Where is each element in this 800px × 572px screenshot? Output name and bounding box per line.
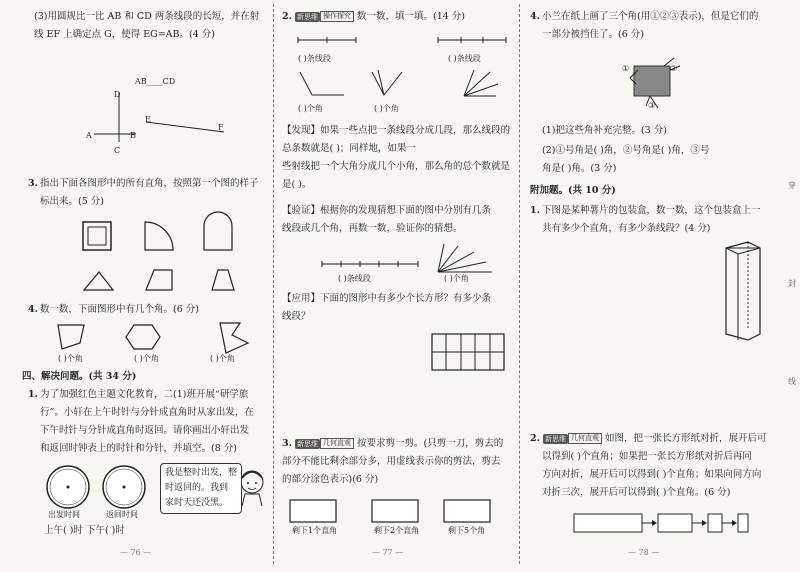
- clock-icon-return: [103, 466, 145, 508]
- time-fill-line: 上午( )时 下午( )时: [44, 525, 125, 536]
- page-number-right: — 78 —: [628, 548, 660, 557]
- seg-blank-1: ( )条线段: [298, 54, 331, 63]
- a2-line3: 方向对折，展开后可以得到( )个直角；如果向同方向: [542, 469, 762, 480]
- q3-line2: 标出来。(5 分): [40, 196, 104, 207]
- q4r-line1: 小兰在纸上画了三个角(用①②③表示)，但是它们的: [542, 11, 759, 22]
- cut-label-1: 剩下1个直角: [292, 526, 338, 535]
- binding-mark-2: 封: [788, 279, 796, 288]
- a2-tag2: 几何直观: [568, 433, 602, 444]
- a1-line1: 下图是某种薯片的包装盒，数一数，这个包装盒上一: [542, 205, 761, 216]
- ab-cd-compare: AB____CD: [135, 77, 176, 86]
- q3m-tag2: 几何直观: [320, 438, 354, 449]
- find-line2: 总条数就是( )；同样地，如果一: [282, 143, 416, 154]
- seg-blank-3: ( )条线段: [338, 274, 371, 283]
- point-C: C: [114, 146, 121, 155]
- page-number-middle: — 77 —: [372, 548, 404, 557]
- a1-number: 1.: [530, 205, 540, 216]
- clock-label-return: 返回时间: [106, 510, 138, 519]
- verify-line2: 线段或几个角，再数一数，验证你的猜想。: [282, 223, 463, 234]
- bubble-line2: 时返回的。我到: [165, 483, 229, 493]
- bubble-line3: 家时天还没黑。: [165, 498, 229, 508]
- hidden-angles-figure: [522, 50, 800, 120]
- angle-blank-3: ( )个角: [210, 354, 235, 363]
- point-E: E: [145, 115, 151, 124]
- angle-mark-2: ②: [670, 64, 678, 73]
- cut-label-2: 剩下2个直角: [374, 526, 420, 535]
- left-page: [0, 0, 268, 572]
- point-D: D: [114, 90, 121, 99]
- point-B: B: [130, 131, 136, 140]
- point-F: F: [218, 123, 224, 132]
- a2-tag: 新思维: [544, 434, 566, 443]
- a1-line2: 共有多少个直角，有多少条线段？(4 分): [542, 223, 711, 234]
- q3m-header: [282, 435, 503, 452]
- q3m-line3: 的部分涂色表示)(6 分): [282, 474, 379, 485]
- find-line1: 【发现】如果一些点把一条线段分成几段，那么线段的: [282, 125, 511, 136]
- section-extra: 附加题。(共 10 分): [530, 185, 616, 196]
- middle-page: [278, 0, 516, 572]
- p1-line3: 下午时针与分针成直角时返回。请你画出小轩出发: [40, 425, 250, 436]
- q2-tag: 新思维: [296, 12, 318, 21]
- paper-fold-figure: [522, 504, 800, 544]
- q3m-line1: 按要求剪一剪。(只剪一刀，剪去的: [356, 438, 504, 449]
- speech-bubble: [160, 463, 242, 514]
- q4r-sub2: (2)①号角是( )角，②号角是( )角，③号: [542, 145, 710, 156]
- angle-mark-3: ③: [648, 101, 656, 110]
- ang-blank-3: ( )个角: [444, 274, 469, 283]
- a2-header: [530, 430, 767, 447]
- p1-number: 1.: [28, 389, 38, 400]
- section-solve-problems: 四、解决问题。(共 34 分): [22, 371, 137, 382]
- binding-mark-1: 穿: [788, 181, 796, 190]
- q2-tag2: 操作探究: [320, 11, 354, 22]
- a2-line1: 如图，把一张长方形纸对折，展开后可: [604, 433, 767, 444]
- apply-line1: 【应用】下面的图形中有多少个长方形？有多少条: [282, 293, 492, 304]
- cut-label-3: 剩下5个角: [448, 526, 486, 535]
- seg-blank-2: ( )条线段: [448, 54, 481, 63]
- q3m-tag: 新思维: [296, 439, 318, 448]
- apply-line2: 线段？: [282, 311, 311, 322]
- page-number-left: — 76 —: [120, 548, 152, 557]
- q2-number: 2.: [282, 11, 292, 22]
- q4-text: 数一数，下面图形中有几个角。(6 分): [40, 304, 199, 315]
- chip-box-figure: [522, 238, 800, 348]
- q3m-line2: 部分不能比剩余部分多，用虚线表示你的剪法，剪去: [282, 456, 501, 467]
- a2-number: 2.: [530, 433, 540, 444]
- find-line3: 些射线把一个大角分成几个小角，那么角的总个数就是: [282, 161, 511, 172]
- p1-line4: 和返回时钟表上的时针和分针，并填空。(8 分): [40, 443, 237, 454]
- angle-mark-1: ①: [622, 64, 630, 73]
- verify-line1: 【验证】根据你的发现猜想下面的图中分别有几条: [282, 205, 492, 216]
- a2-line2: 以得到( )个直角；如果把一张长方形纸对折后再同: [542, 451, 752, 462]
- q3a-line2: 线 EF 上确定点 G，使得 EG=AB。(4 分): [34, 29, 215, 40]
- binding-mark-3: 线: [788, 377, 796, 386]
- p1-line1: 为了加强红色主题文化教育，二(1)班开展“研学旅: [40, 389, 249, 400]
- angle-blank-2: ( )个角: [134, 354, 159, 363]
- p1-line2: 行”。小轩在上午时针与分针成直角时从家出发，在: [40, 407, 254, 418]
- right-page: [522, 0, 800, 572]
- clock-label-departure: 出发时间: [48, 510, 80, 519]
- rectangle-grid: [278, 330, 516, 380]
- q2-title: 数一数，填一填。(14 分): [356, 11, 466, 22]
- ang-blank-2: ( )个角: [374, 104, 399, 113]
- q4r-line2: 一部分被挡住了。(6 分): [542, 29, 644, 40]
- q3a-line1: (3)用圆规比一比 AB 和 CD 两条线段的长短，并在射: [34, 11, 260, 22]
- a2-line4: 对折三次，展开后可以得到( )个直角。(6 分): [542, 487, 731, 498]
- ang-blank-1: ( )个角: [298, 104, 323, 113]
- point-A: A: [86, 131, 92, 140]
- clock-icon-departure: [47, 466, 89, 508]
- q4r-sub1: (1)把这些角补充完整。(3 分): [542, 125, 667, 136]
- q4-number: 4.: [28, 304, 38, 315]
- q3m-number: 3.: [282, 438, 292, 449]
- q3-number: 3.: [28, 178, 38, 189]
- find-line4: 是( )。: [282, 179, 312, 190]
- angle-blank-1: ( )个角: [58, 354, 83, 363]
- q4r-sub3: 角是( )角。(3 分): [542, 163, 617, 174]
- divider-right: [519, 4, 520, 564]
- q3-line1: 指出下面各图形中的所有直角，按照第一个图的样子: [40, 178, 259, 189]
- q4r-number: 4.: [530, 11, 540, 22]
- child-icon: [241, 471, 263, 506]
- divider-left: [273, 4, 274, 564]
- bubble-line1: 我是整时出发，整: [165, 468, 238, 478]
